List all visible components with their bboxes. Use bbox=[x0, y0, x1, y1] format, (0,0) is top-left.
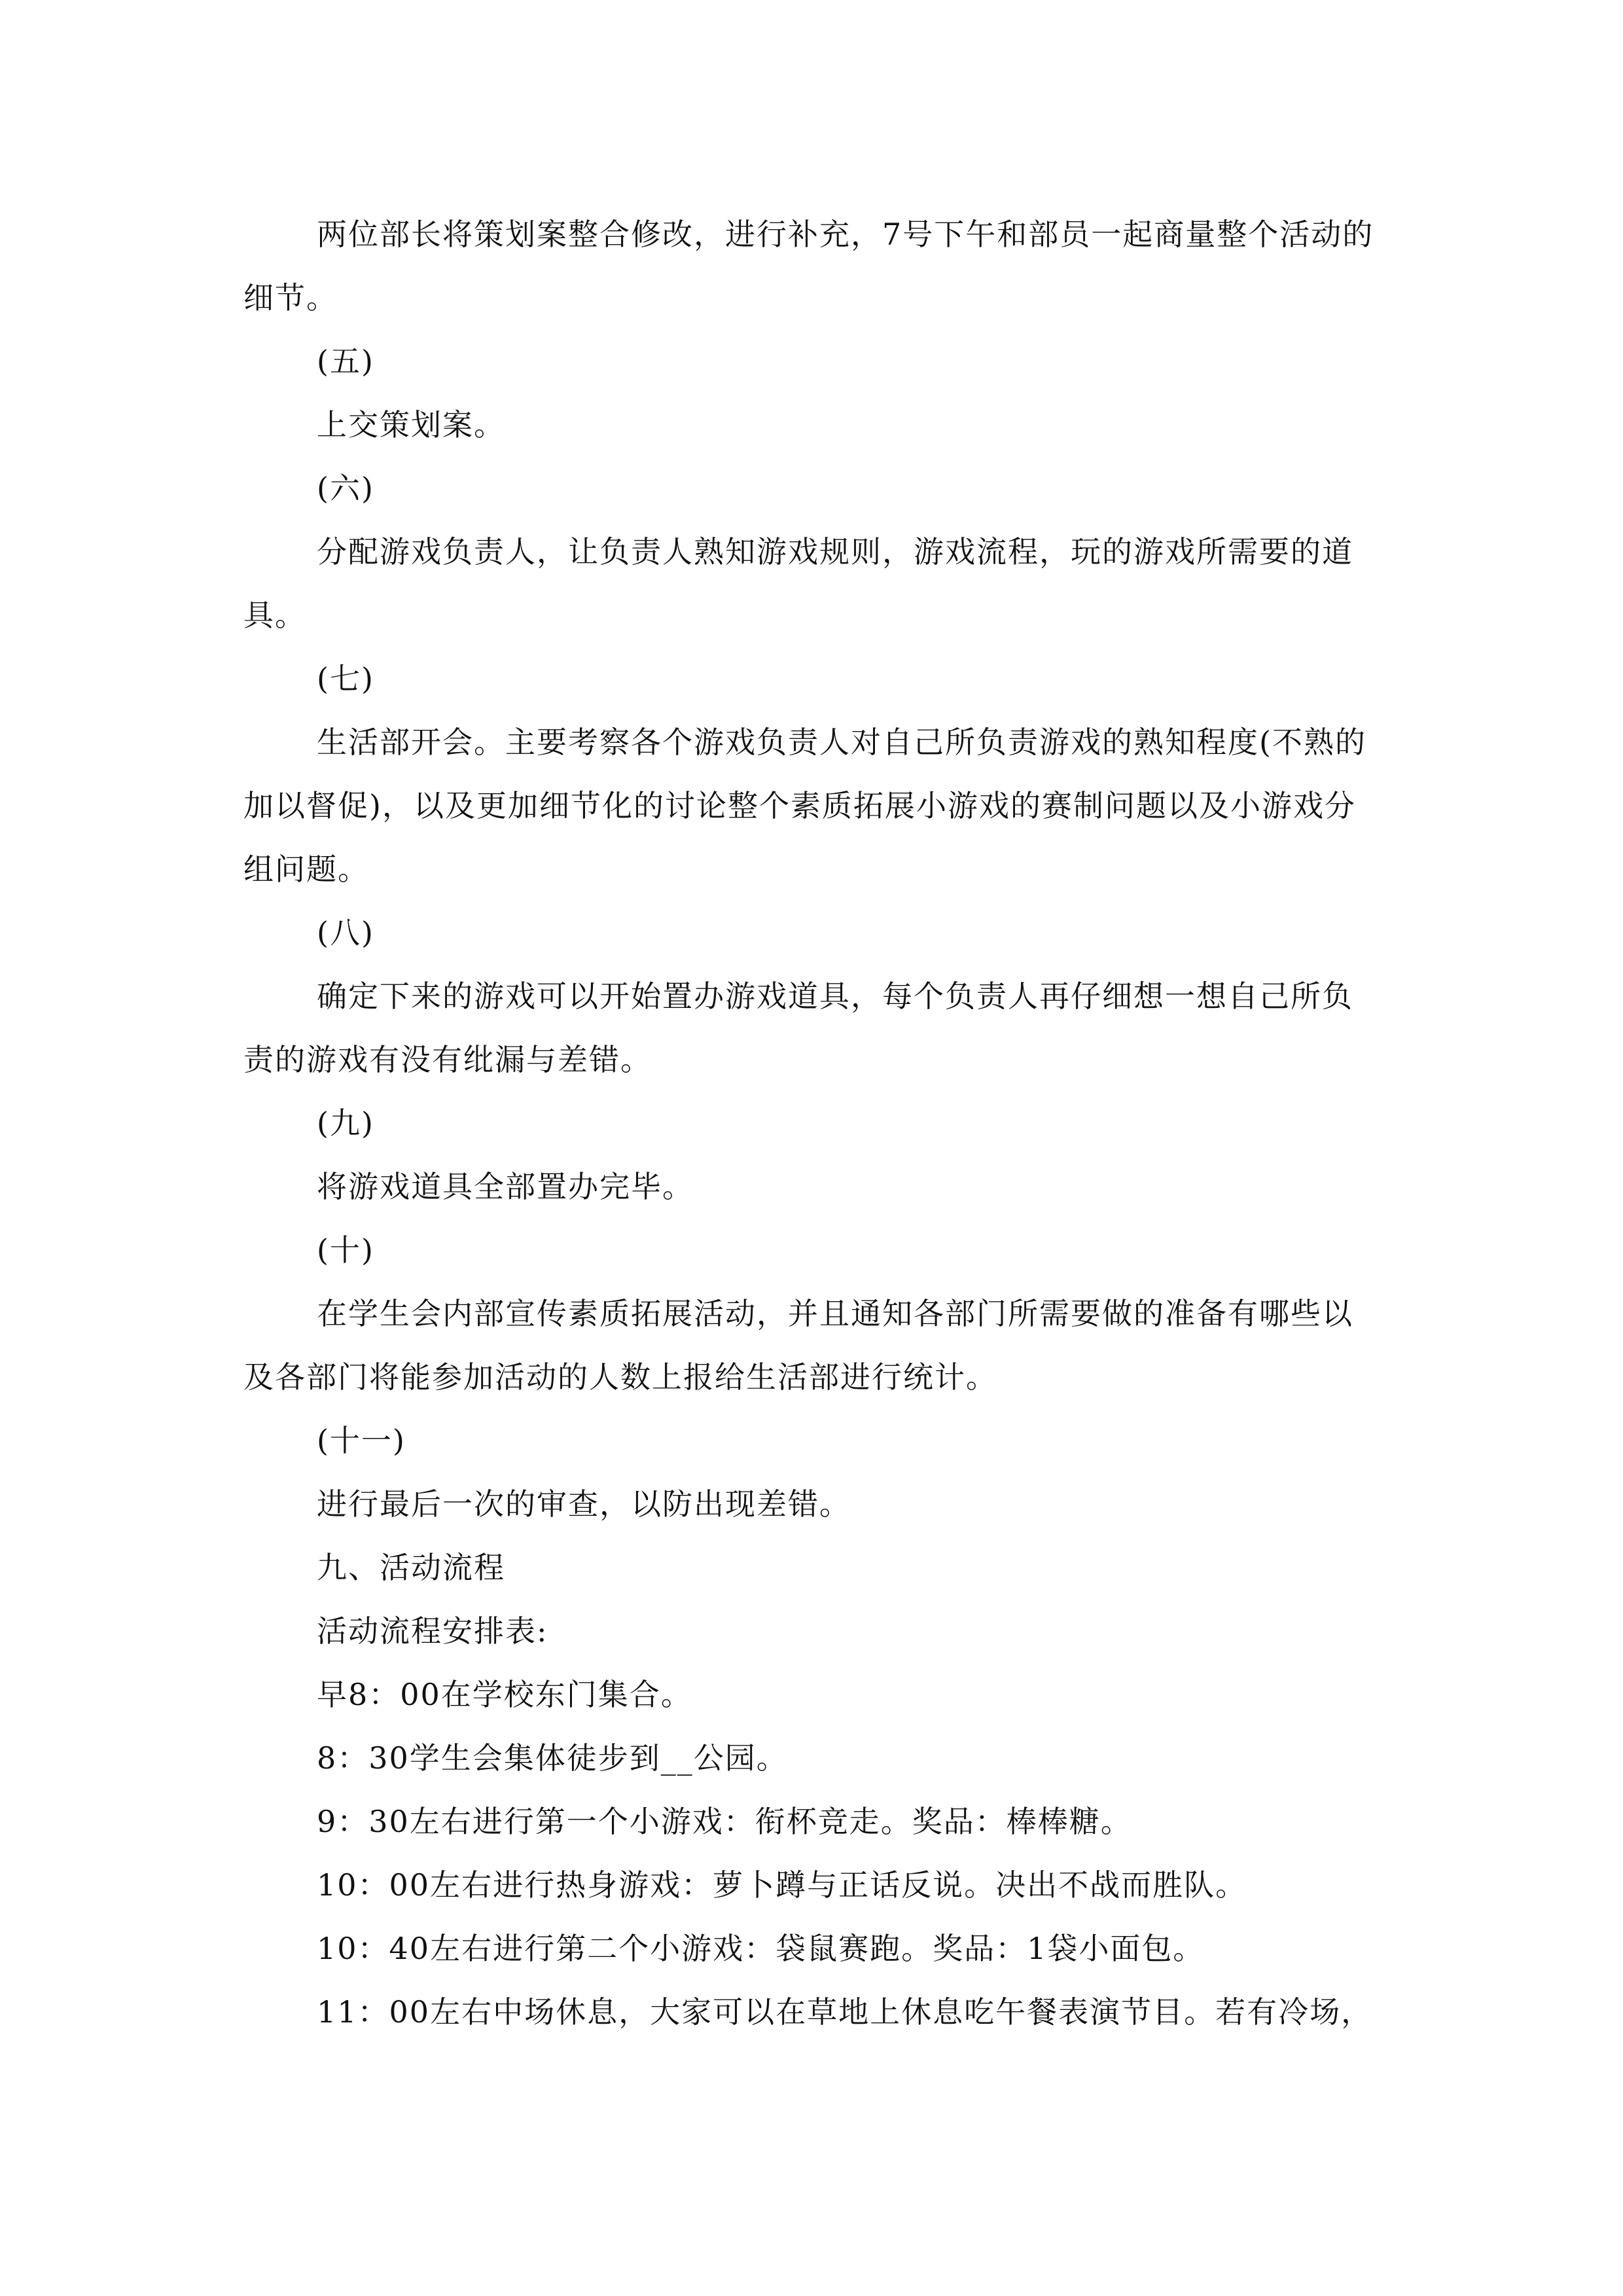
schedule-item: 10：00左右进行热身游戏：萝卜蹲与正话反说。决出不战而胜队。 bbox=[317, 1867, 1247, 1903]
section-marker: (六) bbox=[317, 471, 374, 506]
paragraph: 将游戏道具全部置办完毕。 bbox=[317, 1169, 694, 1204]
document-body bbox=[243, 203, 1382, 2044]
schedule-item: 11：00左右中场休息，大家可以在草地上休息吃午餐表演节目。若有冷场， bbox=[317, 1994, 1373, 2030]
paragraph: 分配游戏负责人，让负责人熟知游戏规则，游戏流程，玩的游戏所需要的道具。 bbox=[243, 534, 1353, 633]
section-marker: (七) bbox=[317, 661, 374, 696]
schedule-item: 8：30学生会集体徒步到__公园。 bbox=[317, 1740, 788, 1776]
schedule-heading: 活动流程安排表: bbox=[317, 1613, 548, 1649]
paragraph: 生活部开会。主要考察各个游戏负责人对自己所负责游戏的熟知程度(不熟的加以督促)，以及更加细节化的讨论整个素质拓展小游戏的赛制问题以及小游戏分组问题。 bbox=[243, 725, 1366, 887]
section-marker: (九) bbox=[317, 1105, 374, 1141]
paragraph: 两位部长将策划案整合修改，进行补充，7号下午和部员一起商量整个活动的细节。 bbox=[243, 217, 1374, 315]
paragraph: 进行最后一次的审查，以防出现差错。 bbox=[317, 1486, 851, 1522]
section-marker: (十一) bbox=[317, 1423, 406, 1458]
section-heading: 九、活动流程 bbox=[317, 1550, 505, 1585]
schedule-item: 9：30左右进行第一个小游戏：衔杯竞走。奖品：棒棒糖。 bbox=[317, 1804, 1132, 1839]
section-marker: (五) bbox=[317, 344, 374, 379]
schedule-item: 早8：00在学校东门集合。 bbox=[317, 1677, 692, 1712]
paragraph: 在学生会内部宣传素质拓展活动，并且通知各部门所需要做的准备有哪些以及各部门将能参加活动的人数上报给生活部进行统计。 bbox=[243, 1296, 1353, 1395]
schedule-item: 10：40左右进行第二个小游戏：袋鼠赛跑。奖品：1袋小面包。 bbox=[317, 1931, 1205, 1966]
paragraph: 确定下来的游戏可以开始置办游戏道具，每个负责人再仔细想一想自己所负责的游戏有没有纰漏与差错。 bbox=[243, 978, 1353, 1077]
paragraph: 上交策划案。 bbox=[317, 407, 505, 442]
section-marker: (十) bbox=[317, 1232, 374, 1268]
section-marker: (八) bbox=[317, 915, 374, 950]
